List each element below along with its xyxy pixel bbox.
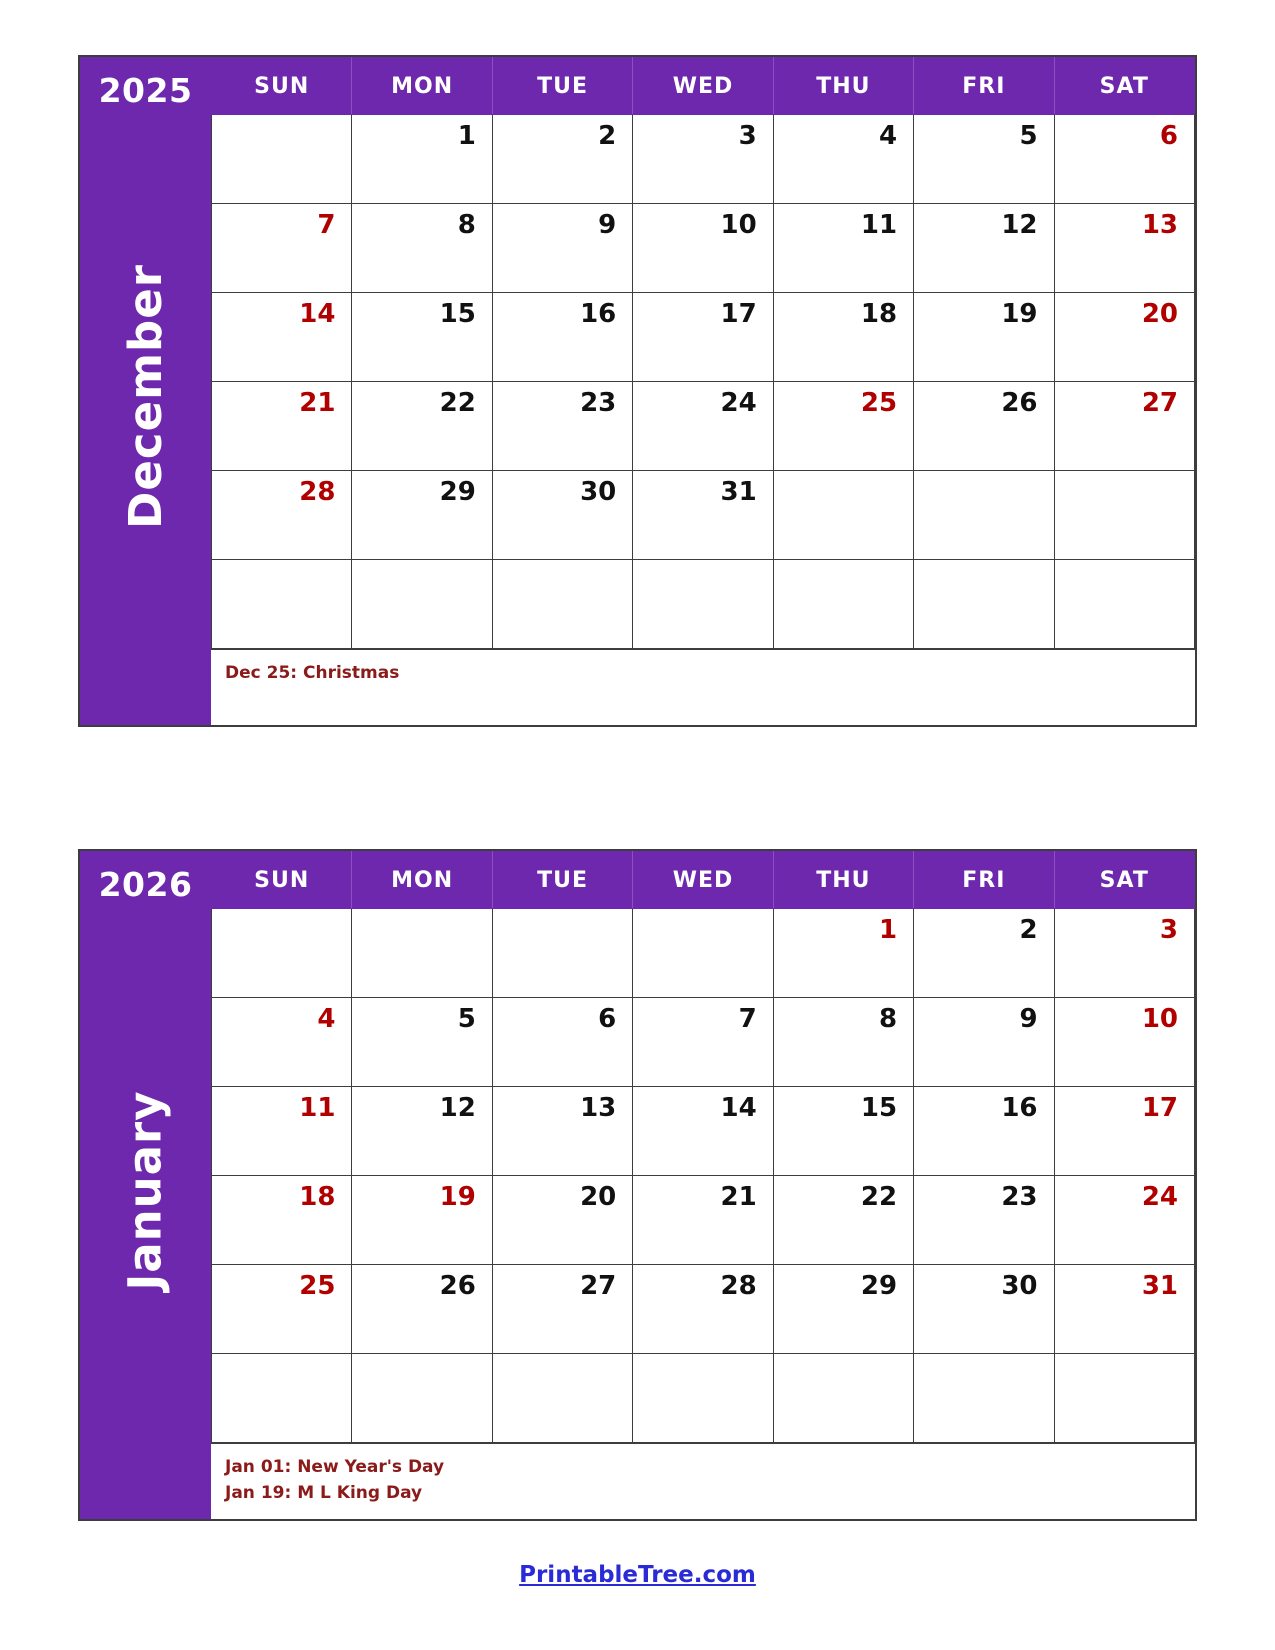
weekday-header-tue: TUE xyxy=(492,58,632,115)
calendar-day-cell: 3 xyxy=(633,115,773,204)
calendar-week-row xyxy=(212,1265,1195,1354)
calendar-day-cell: 17 xyxy=(1054,1087,1194,1176)
weekday-header-wed: WED xyxy=(633,58,773,115)
calendar-day-cell: 20 xyxy=(1054,293,1194,382)
weekday-header-row xyxy=(212,58,1195,115)
calendar-week-row xyxy=(212,293,1195,382)
footer xyxy=(78,1562,1197,1650)
calendar-day-cell: 10 xyxy=(633,204,773,293)
calendar-week-row xyxy=(212,998,1195,1087)
calendar-cell-empty xyxy=(212,909,352,998)
calendar-day-cell: 6 xyxy=(1054,115,1194,204)
calendar-day-cell: 31 xyxy=(1054,1265,1194,1354)
calendar-day-cell: 21 xyxy=(212,382,352,471)
calendar-day-cell-holiday: 1 xyxy=(773,909,913,998)
calendar-day-cell: 22 xyxy=(352,382,492,471)
month-notes xyxy=(211,649,1195,725)
calendar-day-cell: 25 xyxy=(212,1265,352,1354)
calendar-cell-empty xyxy=(352,1354,492,1443)
calendar-day-cell: 14 xyxy=(633,1087,773,1176)
weekday-header-thu: THU xyxy=(773,852,913,909)
calendar-day-cell: 30 xyxy=(492,471,632,560)
calendar-day-cell: 10 xyxy=(1054,998,1194,1087)
calendar-day-cell: 11 xyxy=(212,1087,352,1176)
calendar-cell-empty xyxy=(633,1354,773,1443)
calendar-day-cell: 15 xyxy=(773,1087,913,1176)
calendar-week-row xyxy=(212,471,1195,560)
calendar-day-cell: 9 xyxy=(492,204,632,293)
calendar-day-cell: 26 xyxy=(352,1265,492,1354)
calendar-day-cell: 5 xyxy=(914,115,1054,204)
calendar-day-cell: 15 xyxy=(352,293,492,382)
month-block-january xyxy=(78,849,1197,1521)
calendar-day-cell: 19 xyxy=(914,293,1054,382)
month-grid-wrapper xyxy=(211,851,1195,1519)
calendar-day-cell: 30 xyxy=(914,1265,1054,1354)
weekday-header-sat: SAT xyxy=(1054,852,1194,909)
calendar-cell-empty xyxy=(773,560,913,649)
calendar-cell-empty xyxy=(914,560,1054,649)
calendar-day-cell: 6 xyxy=(492,998,632,1087)
calendar-day-cell: 31 xyxy=(633,471,773,560)
holiday-note: Jan 01: New Year's Day xyxy=(225,1457,445,1477)
weekday-header-thu: THU xyxy=(773,58,913,115)
calendar-body xyxy=(212,115,1195,649)
calendar-day-cell: 7 xyxy=(212,204,352,293)
calendar-cell-empty xyxy=(1054,471,1194,560)
calendar-week-row xyxy=(212,115,1195,204)
calendar-week-row xyxy=(212,1176,1195,1265)
calendar-week-row xyxy=(212,382,1195,471)
calendar-day-cell: 20 xyxy=(492,1176,632,1265)
calendar-day-cell: 23 xyxy=(492,382,632,471)
calendar-day-cell: 28 xyxy=(633,1265,773,1354)
month-block-december xyxy=(78,55,1197,727)
calendar-day-cell: 18 xyxy=(212,1176,352,1265)
calendar-day-cell: 29 xyxy=(773,1265,913,1354)
calendar-day-cell: 13 xyxy=(1054,204,1194,293)
calendar-body xyxy=(212,909,1195,1443)
calendar-day-cell-holiday: 19 xyxy=(352,1176,492,1265)
calendar-day-cell: 24 xyxy=(1054,1176,1194,1265)
weekday-header-mon: MON xyxy=(352,852,492,909)
weekday-header-wed: WED xyxy=(633,852,773,909)
calendar-day-cell: 16 xyxy=(492,293,632,382)
calendar-day-cell: 21 xyxy=(633,1176,773,1265)
month-spine xyxy=(80,57,211,725)
calendar-day-cell: 2 xyxy=(492,115,632,204)
calendar-cell-empty xyxy=(1054,1354,1194,1443)
calendar-day-cell: 27 xyxy=(1054,382,1194,471)
month-notes xyxy=(211,1443,1195,1519)
calendar-cell-empty xyxy=(352,909,492,998)
calendar-cell-empty xyxy=(492,909,632,998)
weekday-header-sun: SUN xyxy=(212,58,352,115)
calendar-day-cell: 8 xyxy=(352,204,492,293)
calendar-day-cell: 7 xyxy=(633,998,773,1087)
calendar-day-cell: 22 xyxy=(773,1176,913,1265)
calendar-day-cell: 9 xyxy=(914,998,1054,1087)
calendar-day-cell: 27 xyxy=(492,1265,632,1354)
calendar-day-cell: 26 xyxy=(914,382,1054,471)
weekday-header-sat: SAT xyxy=(1054,58,1194,115)
calendar-cell-empty xyxy=(212,115,352,204)
calendar-cell-empty xyxy=(914,471,1054,560)
calendar-day-cell: 18 xyxy=(773,293,913,382)
calendar-day-cell: 11 xyxy=(773,204,913,293)
calendar-day-cell: 8 xyxy=(773,998,913,1087)
holiday-note: Jan 19: M L King Day xyxy=(225,1483,423,1503)
holiday-note: Dec 25: Christmas xyxy=(225,663,400,683)
calendar-day-cell: 2 xyxy=(914,909,1054,998)
calendar-day-cell: 17 xyxy=(633,293,773,382)
calendar-day-cell: 3 xyxy=(1054,909,1194,998)
calendar-cell-empty xyxy=(914,1354,1054,1443)
calendar-week-row xyxy=(212,1087,1195,1176)
month-grid-wrapper xyxy=(211,57,1195,725)
month-spine xyxy=(80,851,211,1519)
calendar-cell-empty xyxy=(212,1354,352,1443)
month-name-label: January xyxy=(119,1089,173,1291)
calendar-cell-empty xyxy=(773,1354,913,1443)
calendar-day-cell: 16 xyxy=(914,1087,1054,1176)
calendar-cell-empty xyxy=(633,909,773,998)
weekday-header-row xyxy=(212,852,1195,909)
calendar-cell-empty xyxy=(633,560,773,649)
calendar-day-cell: 12 xyxy=(352,1087,492,1176)
calendar-week-row xyxy=(212,560,1195,649)
calendar-week-row xyxy=(212,909,1195,998)
weekday-header-tue: TUE xyxy=(492,852,632,909)
calendar-day-cell-holiday: 25 xyxy=(773,382,913,471)
month-year-label: 2025 xyxy=(98,71,193,110)
calendar-day-cell: 4 xyxy=(212,998,352,1087)
calendar-day-cell: 13 xyxy=(492,1087,632,1176)
calendar-cell-empty xyxy=(352,560,492,649)
printabletree-link[interactable]: PrintableTree.com xyxy=(519,1562,756,1588)
calendar-cell-empty xyxy=(492,560,632,649)
calendar-day-cell: 23 xyxy=(914,1176,1054,1265)
calendar-day-cell: 4 xyxy=(773,115,913,204)
calendar-cell-empty xyxy=(1054,560,1194,649)
calendar-week-row xyxy=(212,1354,1195,1443)
month-year-label: 2026 xyxy=(98,865,193,904)
calendar-week-row xyxy=(212,204,1195,293)
calendar-day-cell: 24 xyxy=(633,382,773,471)
weekday-header-fri: FRI xyxy=(914,852,1054,909)
calendar-day-cell: 29 xyxy=(352,471,492,560)
month-name-label: December xyxy=(119,263,173,529)
calendar-day-cell: 12 xyxy=(914,204,1054,293)
weekday-header-fri: FRI xyxy=(914,58,1054,115)
calendar-cell-empty xyxy=(773,471,913,560)
calendar-day-cell: 1 xyxy=(352,115,492,204)
calendar-day-cell: 5 xyxy=(352,998,492,1087)
calendar-day-cell: 14 xyxy=(212,293,352,382)
calendar-cell-empty xyxy=(212,560,352,649)
weekday-header-mon: MON xyxy=(352,58,492,115)
weekday-header-sun: SUN xyxy=(212,852,352,909)
calendar-day-cell: 28 xyxy=(212,471,352,560)
calendar-table xyxy=(211,851,1195,1443)
calendar-cell-empty xyxy=(492,1354,632,1443)
calendar-table xyxy=(211,57,1195,649)
